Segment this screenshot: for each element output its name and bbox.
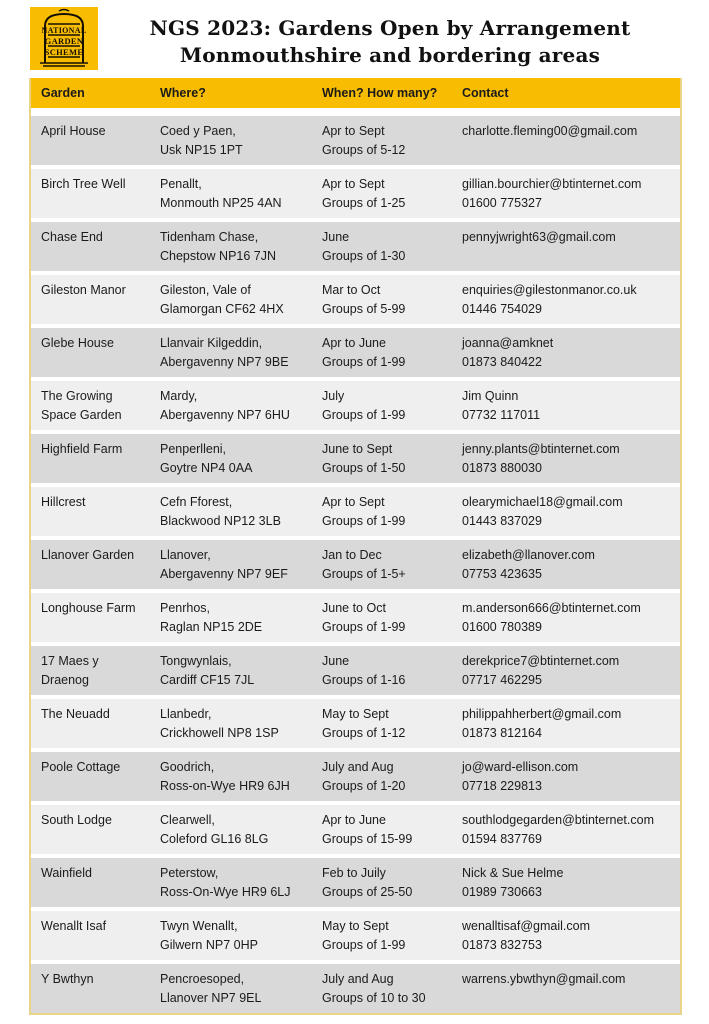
table-row	[31, 487, 680, 536]
cell-when	[312, 169, 452, 213]
cell-where-line: Peterstow,	[160, 866, 219, 880]
cell-when	[312, 116, 452, 160]
cell-when	[312, 593, 452, 637]
cell-garden-line: Glebe House	[41, 336, 114, 350]
cell-contact-line: 07753 423635	[462, 567, 542, 581]
ngs-logo	[30, 7, 98, 70]
cell-when-line: Groups of 1-99	[322, 620, 406, 634]
cell-garden-line: April House	[41, 124, 106, 138]
cell-contact-line: 01446 754029	[462, 302, 542, 316]
cell-contact-line: 01600 780389	[462, 620, 542, 634]
gardens-table	[29, 78, 682, 1015]
cell-contact-line: 01873 832753	[462, 938, 542, 952]
cell-where	[150, 964, 312, 1008]
cell-contact	[452, 169, 680, 213]
cell-where	[150, 752, 312, 796]
cell-when-line: Groups of 1-12	[322, 726, 406, 740]
cell-garden	[31, 805, 150, 830]
cell-contact-line: 01989 730663	[462, 885, 542, 899]
cell-garden-line: Gileston Manor	[41, 283, 126, 297]
cell-garden-line: Hillcrest	[41, 495, 86, 509]
cell-when-line: June	[322, 654, 350, 668]
cell-garden	[31, 752, 150, 777]
cell-when	[312, 328, 452, 372]
cell-where	[150, 328, 312, 372]
cell-where-line: Clearwell,	[160, 813, 215, 827]
cell-when-line: Jan to Dec	[322, 548, 382, 562]
table-row	[31, 116, 680, 165]
cell-contact-line: charlotte.fleming00@gmail.com	[462, 124, 638, 138]
cell-when-line: Groups of 1-5+	[322, 567, 406, 581]
cell-contact	[452, 328, 680, 372]
cell-when-line: July	[322, 389, 345, 403]
cell-contact-line: 01600 775327	[462, 196, 542, 210]
column-header-contact: Contact	[462, 86, 509, 100]
cell-where-line: Monmouth NP25 4AN	[160, 196, 282, 210]
cell-contact	[452, 381, 680, 425]
cell-when-line: Groups of 1-25	[322, 196, 406, 210]
cell-contact	[452, 540, 680, 584]
cell-where-line: Chepstow NP16 7JN	[160, 249, 277, 263]
column-header-when: When? How many?	[322, 86, 438, 100]
table-body	[31, 108, 680, 1013]
cell-when-line: Apr to Sept	[322, 177, 385, 191]
cell-where-line: Coed y Paen,	[160, 124, 236, 138]
cell-where-line: Gileston, Vale of	[160, 283, 251, 297]
cell-when-line: Groups of 1-99	[322, 938, 406, 952]
cell-garden	[31, 116, 150, 141]
cell-garden	[31, 275, 150, 300]
cell-contact-line: 01873 880030	[462, 461, 542, 475]
cell-contact-line: 01873 840422	[462, 355, 542, 369]
cell-when-line: Groups of 1-99	[322, 408, 406, 422]
cell-where-line: Raglan NP15 2DE	[160, 620, 263, 634]
cell-when-line: Groups of 10 to 30	[322, 991, 426, 1005]
cell-where-line: Abergavenny NP7 6HU	[160, 408, 290, 422]
cell-where-line: Ross-on-Wye HR9 6JH	[160, 779, 290, 793]
cell-contact-line: 07717 462295	[462, 673, 542, 687]
cell-when-line: Groups of 1-50	[322, 461, 406, 475]
cell-garden-line: Highfield Farm	[41, 442, 123, 456]
cell-garden	[31, 169, 150, 194]
cell-when-line: Groups of 1-99	[322, 514, 406, 528]
table-row	[31, 434, 680, 483]
cell-garden-line: Wenallt Isaf	[41, 919, 107, 933]
table-row	[31, 381, 680, 430]
cell-contact	[452, 593, 680, 637]
table-row	[31, 275, 680, 324]
cell-when-line: Mar to Oct	[322, 283, 381, 297]
cell-where	[150, 805, 312, 849]
cell-when	[312, 699, 452, 743]
cell-contact	[452, 116, 680, 141]
cell-garden	[31, 540, 150, 565]
cell-garden-line: Space Garden	[41, 408, 122, 422]
cell-where	[150, 911, 312, 955]
cell-where-line: Llanover,	[160, 548, 211, 562]
table-row	[31, 752, 680, 801]
cell-contact	[452, 752, 680, 796]
cell-when-line: June to Oct	[322, 601, 386, 615]
cell-where	[150, 381, 312, 425]
cell-when	[312, 275, 452, 319]
cell-garden-line: Wainfield	[41, 866, 92, 880]
cell-contact-line: wenalltisaf@gmail.com	[462, 919, 591, 933]
cell-contact-line: 07718 229813	[462, 779, 542, 793]
cell-where-line: Pencroesoped,	[160, 972, 245, 986]
cell-garden-line: Poole Cottage	[41, 760, 121, 774]
cell-garden	[31, 328, 150, 353]
cell-garden-line: Y Bwthyn	[41, 972, 94, 986]
table-row	[31, 593, 680, 642]
cell-when-line: June	[322, 230, 350, 244]
cell-contact	[452, 487, 680, 531]
table-row	[31, 805, 680, 854]
cell-contact	[452, 646, 680, 690]
cell-where-line: Mardy,	[160, 389, 198, 403]
cell-contact-line: philippahherbert@gmail.com	[462, 707, 622, 721]
cell-where-line: Goytre NP4 0AA	[160, 461, 253, 475]
cell-where-line: Penallt,	[160, 177, 202, 191]
logo-word-garden: GARDEN	[44, 36, 84, 46]
cell-where-line: Ross-On-Wye HR9 6LJ	[160, 885, 291, 899]
cell-where-line: Usk NP15 1PT	[160, 143, 243, 157]
cell-garden	[31, 593, 150, 618]
cell-when-line: Apr to Sept	[322, 124, 385, 138]
cell-where-line: Gilwern NP7 0HP	[160, 938, 258, 952]
cell-garden	[31, 222, 150, 247]
page-title-line-1: NGS 2023: Gardens Open by Arrangement	[149, 16, 631, 40]
cell-where-line: Cefn Fforest,	[160, 495, 233, 509]
cell-where-line: Abergavenny NP7 9BE	[160, 355, 289, 369]
column-header-where: Where?	[160, 86, 206, 100]
cell-garden	[31, 699, 150, 724]
cell-contact	[452, 699, 680, 743]
cell-where	[150, 169, 312, 213]
cell-garden	[31, 646, 150, 690]
cell-contact	[452, 434, 680, 478]
cell-where-line: Cardiff CF15 7JL	[160, 673, 255, 687]
page-header	[30, 7, 682, 70]
cell-contact-line: southlodgegarden@btinternet.com	[462, 813, 654, 827]
table-row	[31, 540, 680, 589]
cell-where-line: Llanvair Kilgeddin,	[160, 336, 263, 350]
cell-where-line: Llanbedr,	[160, 707, 212, 721]
cell-contact-line: 01873 812164	[462, 726, 542, 740]
cell-when-line: Apr to June	[322, 813, 386, 827]
cell-contact	[452, 964, 680, 989]
cell-where-line: Twyn Wenallt,	[160, 919, 238, 933]
cell-garden	[31, 911, 150, 936]
table-row	[31, 911, 680, 960]
table-row	[31, 964, 680, 1013]
cell-contact-line: gillian.bourchier@btinternet.com	[462, 177, 642, 191]
page-title-line-2: Monmouthshire and bordering areas	[179, 43, 601, 67]
cell-contact-line: joanna@amknet	[462, 336, 554, 350]
cell-where-line: Crickhowell NP8 1SP	[160, 726, 279, 740]
cell-when	[312, 540, 452, 584]
cell-when	[312, 381, 452, 425]
cell-where	[150, 487, 312, 531]
logo-word-national: NATIONAL	[41, 26, 87, 35]
cell-garden-line: Chase End	[41, 230, 103, 244]
cell-contact-line: elizabeth@llanover.com	[462, 548, 595, 562]
cell-where	[150, 275, 312, 319]
cell-where-line: Llanover NP7 9EL	[160, 991, 262, 1005]
cell-contact-line: pennyjwright63@gmail.com	[462, 230, 616, 244]
cell-when-line: May to Sept	[322, 707, 389, 721]
cell-when-line: Groups of 1-16	[322, 673, 406, 687]
cell-contact-line: 01594 837769	[462, 832, 542, 846]
cell-where-line: Coleford GL16 8LG	[160, 832, 269, 846]
cell-contact-line: Nick & Sue Helme	[462, 866, 564, 880]
cell-where-line: Penperlleni,	[160, 442, 227, 456]
cell-where	[150, 646, 312, 690]
cell-garden	[31, 434, 150, 459]
cell-when-line: Feb to Juily	[322, 866, 386, 880]
cell-when	[312, 646, 452, 690]
cell-where	[150, 434, 312, 478]
logo-word-scheme: SCHEME	[44, 47, 84, 57]
table-row	[31, 646, 680, 695]
cell-where	[150, 593, 312, 637]
cell-when	[312, 752, 452, 796]
cell-when	[312, 964, 452, 1008]
cell-contact	[452, 805, 680, 849]
cell-when	[312, 858, 452, 902]
cell-garden	[31, 858, 150, 883]
cell-contact-line: jenny.plants@btinternet.com	[462, 442, 620, 456]
cell-garden-line: Draenog	[41, 673, 89, 687]
cell-garden-line: South Lodge	[41, 813, 112, 827]
cell-contact	[452, 275, 680, 319]
cell-where-line: Tidenham Chase,	[160, 230, 259, 244]
cell-when-line: Groups of 1-20	[322, 779, 406, 793]
cell-contact	[452, 858, 680, 902]
table-row	[31, 328, 680, 377]
cell-when-line: Groups of 1-99	[322, 355, 406, 369]
cell-contact-line: derekprice7@btinternet.com	[462, 654, 620, 668]
cell-when	[312, 805, 452, 849]
cell-when-line: Groups of 15-99	[322, 832, 413, 846]
cell-where	[150, 858, 312, 902]
cell-garden-line: Llanover Garden	[41, 548, 135, 562]
cell-when-line: June to Sept	[322, 442, 393, 456]
cell-when-line: Groups of 5-99	[322, 302, 406, 316]
cell-contact-line: warrens.ybwthyn@gmail.com	[462, 972, 626, 986]
table-header-row	[31, 78, 680, 108]
cell-contact	[452, 222, 680, 247]
cell-garden	[31, 487, 150, 512]
cell-where-line: Glamorgan CF62 4HX	[160, 302, 284, 316]
cell-when-line: Apr to June	[322, 336, 386, 350]
cell-garden	[31, 381, 150, 425]
cell-garden-line: Birch Tree Well	[41, 177, 126, 191]
cell-when-line: Groups of 25-50	[322, 885, 413, 899]
cell-garden-line: The Neuadd	[41, 707, 110, 721]
cell-contact-line: m.anderson666@btinternet.com	[462, 601, 641, 615]
cell-where-line: Penrhos,	[160, 601, 211, 615]
cell-contact-line: enquiries@gilestonmanor.co.uk	[462, 283, 637, 297]
cell-contact-line: jo@ward-ellison.com	[462, 760, 579, 774]
cell-when	[312, 434, 452, 478]
cell-when	[312, 222, 452, 266]
cell-when-line: July and Aug	[322, 760, 394, 774]
column-header-garden: Garden	[41, 86, 85, 100]
cell-where-line: Abergavenny NP7 9EF	[160, 567, 288, 581]
page-title	[98, 7, 682, 69]
cell-contact-line: 01443 837029	[462, 514, 542, 528]
cell-where	[150, 699, 312, 743]
cell-when-line: Groups of 5-12	[322, 143, 406, 157]
table-row	[31, 858, 680, 907]
ngs-logo-icon	[30, 7, 98, 70]
cell-where-line: Goodrich,	[160, 760, 215, 774]
cell-when-line: Apr to Sept	[322, 495, 385, 509]
cell-where	[150, 540, 312, 584]
cell-garden-line: The Growing	[41, 389, 113, 403]
cell-where	[150, 116, 312, 160]
cell-garden-line: Longhouse Farm	[41, 601, 136, 615]
cell-contact-line: olearymichael18@gmail.com	[462, 495, 623, 509]
cell-when-line: July and Aug	[322, 972, 394, 986]
cell-where-line: Blackwood NP12 3LB	[160, 514, 281, 528]
cell-contact-line: Jim Quinn	[462, 389, 519, 403]
cell-when-line: May to Sept	[322, 919, 389, 933]
cell-garden	[31, 964, 150, 989]
cell-when	[312, 487, 452, 531]
cell-when	[312, 911, 452, 955]
cell-contact	[452, 911, 680, 955]
cell-when-line: Groups of 1-30	[322, 249, 406, 263]
cell-contact-line: 07732 117011	[462, 408, 541, 422]
cell-where	[150, 222, 312, 266]
cell-garden-line: 17 Maes y	[41, 654, 99, 668]
table-row	[31, 169, 680, 218]
table-row	[31, 699, 680, 748]
table-row	[31, 222, 680, 271]
cell-where-line: Tongwynlais,	[160, 654, 232, 668]
